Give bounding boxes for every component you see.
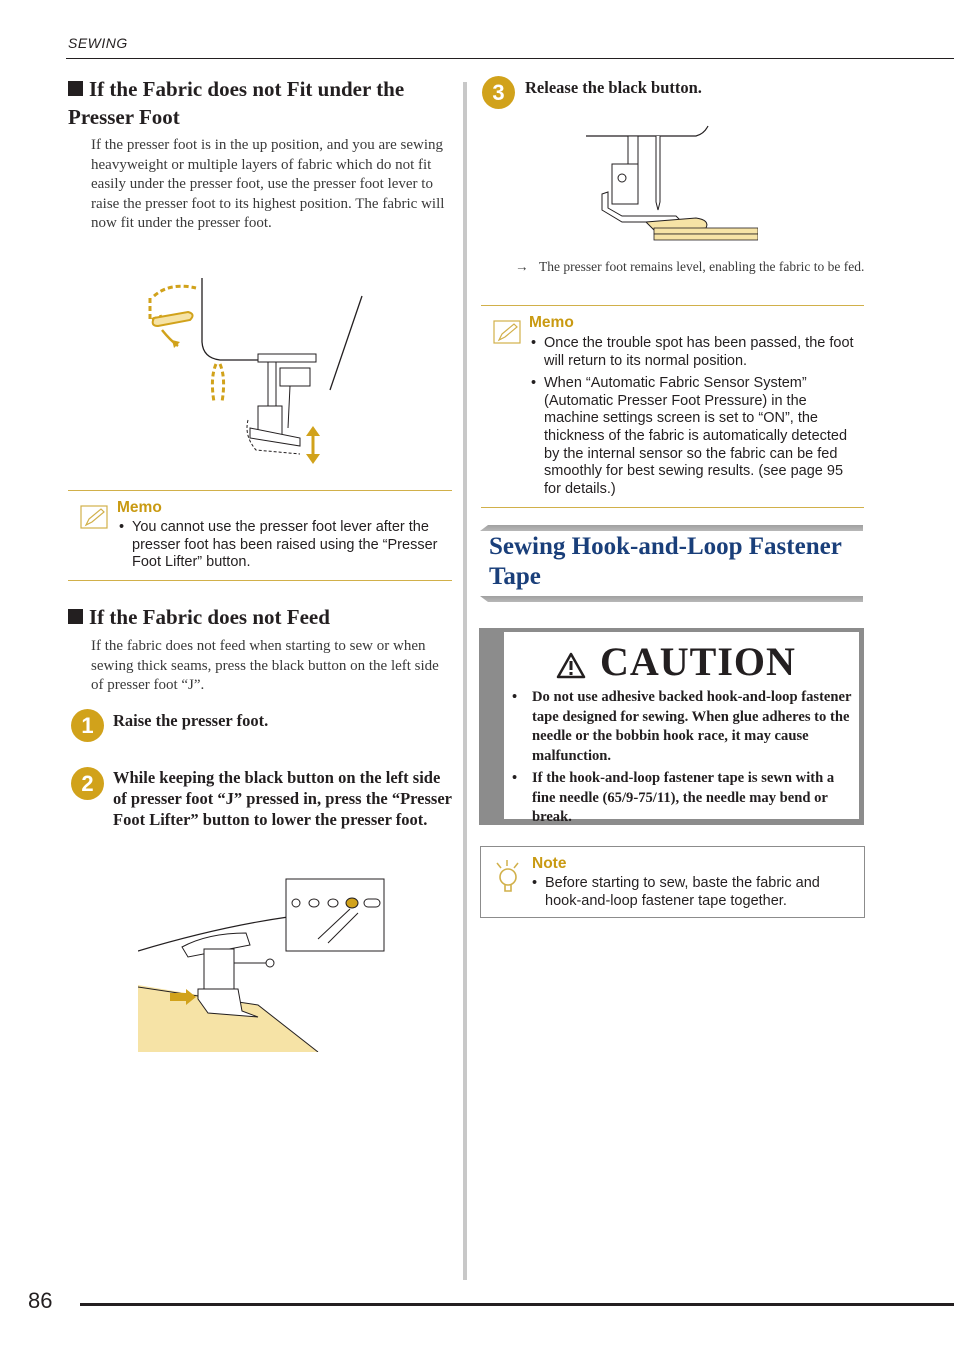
step-2-badge: 2 [71, 767, 104, 800]
warning-triangle-icon [556, 652, 586, 679]
feed-paragraph: If the fabric does not feed when starting to sew or when sewing thick seams, press the black button on the left side of presser foot “J”. [91, 638, 439, 693]
header-rule [66, 58, 954, 59]
fit-heading [68, 75, 448, 131]
presser-foot-level-illustration [586, 124, 758, 244]
square-bullet-icon [68, 81, 83, 96]
caution-box [479, 628, 864, 825]
memo-box-left [68, 490, 452, 581]
square-bullet-icon [68, 609, 83, 624]
feed-heading [68, 603, 448, 631]
memo-list [119, 519, 444, 577]
note-item: • Before starting to sew, baste the fabric and hook-and-loop fastener tape together. [532, 875, 859, 910]
memo-item: • You cannot use the presser foot lever after the presser foot has been raised using the “Presser Foot Lifter” button. [119, 519, 444, 572]
memo-list [531, 335, 858, 503]
memo-box-right [481, 305, 864, 508]
step-3-text: Release the black button. [525, 78, 702, 97]
fit-paragraph: If the presser foot is in the up position, and you are sewing heavyweight or multiple layers of fabric which do not fit easily under the presser foot, use the presser foot lever to raise the presser foot to its highest position. The fabric will now fit under the presser foot. [91, 137, 445, 231]
fit-heading-text: If the Fabric does not Fit under the Presser Foot [68, 77, 405, 129]
memo-title: Memo [529, 314, 574, 331]
caution-list [510, 688, 856, 831]
caution-panel [503, 631, 860, 825]
step-1-badge: 1 [71, 709, 104, 742]
caution-item: • If the hook-and-loop fastener tape is sewn with a fine needle (65/9-75/11), the needle may bend or break. [510, 769, 856, 828]
section-title-bar-bottom [480, 596, 863, 602]
section-title: Sewing Hook-and-Loop Fastener Tape [489, 533, 842, 590]
memo-item: • Once the trouble spot has been passed, the foot will return to its normal position. [531, 335, 858, 370]
memo-title: Memo [117, 499, 162, 516]
presser-foot-lever-illustration [140, 278, 380, 473]
section-title-bar-top [480, 525, 863, 531]
step-3-badge: 3 [482, 76, 515, 109]
column-divider [463, 82, 467, 1280]
footer-rule [80, 1303, 954, 1306]
result-arrow-icon: → [515, 259, 529, 274]
memo-pencil-icon [493, 320, 521, 344]
note-title: Note [532, 855, 567, 872]
memo-pencil-icon [80, 505, 108, 529]
page-number: 86 [28, 1288, 53, 1313]
note-box [480, 846, 865, 918]
step-2-text: While keeping the black button on the left side of presser foot “J” pressed in, press the “Presser Foot Lifter” button to lower the presser foot. [113, 768, 452, 829]
caution-item: • Do not use adhesive backed hook-and-loop fastener tape designed for sewing. When glue adheres to the needle or the bobbin hook race, it may cause malfunction. [510, 688, 856, 766]
result-text: The presser foot remains level, enabling the fabric to be fed. [539, 259, 865, 274]
feed-heading-text: If the Fabric does not Feed [89, 605, 330, 629]
running-header: SEWING [68, 35, 128, 51]
caution-title: CAUTION [600, 639, 796, 684]
note-list [532, 875, 859, 915]
step-1-text: Raise the presser foot. [113, 711, 269, 730]
presser-foot-j-illustration [138, 877, 388, 1052]
section-title-block [480, 525, 863, 603]
memo-item: • When “Automatic Fabric Sensor System” (Automatic Presser Foot Pressure) in the machine settings screen is set to “ON”, the thickness of the fabric is automatically detected by the internal sensor so the fabric can be fed smoothly for best sewing results. (see page 95 for details.) [531, 375, 858, 498]
result-line [515, 258, 865, 276]
note-lightbulb-icon [493, 859, 523, 893]
